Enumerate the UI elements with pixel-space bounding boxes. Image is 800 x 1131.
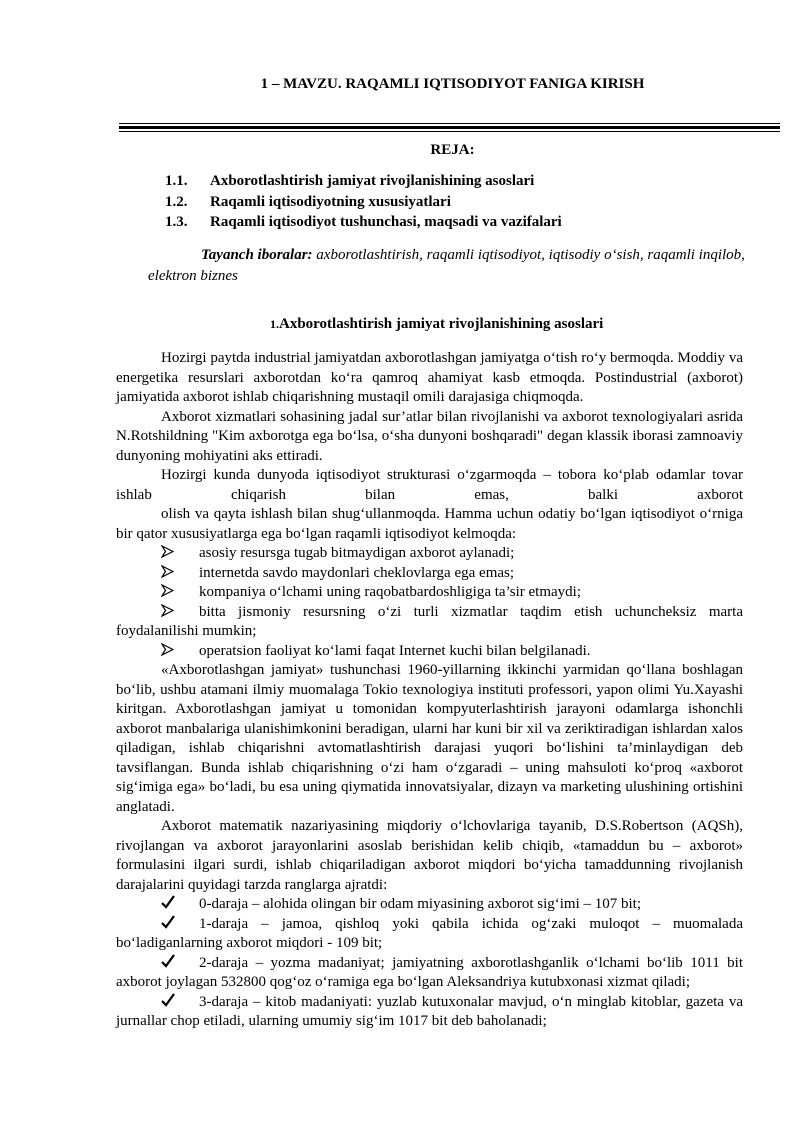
bullet-item — [116, 603, 743, 642]
paragraph: olish va qayta ishlash bilan shug‘ullanmoqda. Hamma uchun odatiy bo‘lgan iqtisodiyot o‘rniga bir qator xususiyatlarga ega bo‘lgan raqamli iqtisodiyot kelmoqda: — [116, 506, 743, 542]
bullet-text: operatsion faoliyat ko‘lami faqat Internet kuchi bilan belgilanadi. — [199, 642, 591, 659]
arrow-bullet-icon — [161, 603, 199, 623]
paragraph: Axborot xizmatlari sohasining jadal sur’atlar bilan rivojlanishi va axborot texnologiyalari asrida N.Rotshildning "Kim axborotga ega bo‘lsa, o‘sha dunyoni boshqaradi" degan klassik iborasi zamnoaviy dunyoning mohiyatini aks ettiradi. — [116, 408, 743, 464]
plan-heading: REJA: — [430, 142, 475, 158]
section-number: 1. — [270, 317, 279, 331]
check-text: 3-daraja – kitob madaniyati: yuzlab kutuxonalar mavjud, o‘n minglab kitoblar, gazeta va jurnallar chop etiladi, ularning umumiy sig‘im 1017 bit deb baholanadi; — [116, 993, 743, 1029]
paragraph: Hozirgi kunda dunyoda iqtisodiyot strukturasi o‘zgarmoqda – tobora ko‘plab odamlar tovar ishlab chiqarish bilan emas, balki axborot — [116, 467, 743, 503]
plan-item-number: 1.1. — [165, 173, 188, 189]
checkmark-icon — [161, 954, 199, 974]
arrow-bullet-icon — [161, 642, 199, 662]
bullet-text: internetda savdo maydonlari cheklovlarga ega emas; — [199, 564, 515, 581]
keywords-paragraph — [148, 245, 748, 287]
plan-item — [165, 212, 765, 233]
plan-item-number: 1.3. — [165, 214, 188, 230]
paragraph: Axborot matematik nazariyasining miqdoriy o‘lchovlariga tayanib, D.S.Robertson (AQSh), rivojlangan va axborot jarayonlarini asoslab berishidan kelib chiqib, «tamaddun bu – axborot» formulasini ilgari surdi, ishlab chiqariladigan axborot miqdori bo‘yicha tamaddunning rivojlanish darajalarini quyidagi tarzda ranglarga ajratdi: — [116, 818, 743, 893]
body-text — [116, 349, 743, 1032]
checkmark-icon — [161, 993, 199, 1013]
bullet-item — [116, 642, 743, 662]
plan-item-text: Raqamli iqtisodiyot tushunchasi, maqsadi va vazifalari — [210, 214, 562, 230]
plan-item — [165, 192, 765, 213]
arrow-bullet-icon — [161, 544, 199, 564]
check-text: 1-daraja – jamoa, qishloq yoki qabila ichida og‘zaki muloqot – muomalada bo‘ladiganlarning axborot miqdori - 109 bit; — [116, 915, 743, 951]
plan-item-number: 1.2. — [165, 193, 188, 210]
bullet-item — [116, 544, 743, 564]
plan-list — [165, 171, 765, 233]
arrow-bullet-icon — [161, 583, 199, 603]
keywords-text: axborotlashtirish, raqamli iqtisodiyot, iqtisodiy o‘sish, raqamli inqilob, elektron biznes — [148, 247, 745, 284]
bullet-text: kompaniya o‘lchami uning raqobatbardoshligiga ta’sir etmaydi; — [199, 584, 581, 600]
check-item — [116, 954, 743, 993]
check-text: 0-daraja – alohida olingan bir odam miyasining axborot sig‘imi – 107 bit; — [199, 896, 642, 912]
arrow-bullet-icon — [161, 564, 199, 584]
section-heading — [270, 314, 603, 334]
plan-item — [165, 171, 765, 192]
checkmark-icon — [161, 915, 199, 935]
bullet-text: asosiy resursga tugab bitmaydigan axborot aylanadi; — [199, 545, 515, 561]
paragraph: Hozirgi paytda industrial jamiyatdan axborotlashgan jamiyatga o‘tish ro‘y bermoqda. Moddiy va energetika resurslari axborotdan ko‘ra qamroq ahamiyat kasb etmoqda. Postindustrial (axborot) jamiyatida axborot ishlab chiqarishning mustaqil omili darajasiga chiqmoqda. — [116, 350, 743, 405]
page-title: 1 – MAVZU. RAQAMLI IQTISODIYOT FANIGA KIRISH — [260, 76, 645, 92]
paragraph: «Axborotlashgan jamiyat» tushunchasi 1960-yillarning ikkinchi yarmidan qo‘llana boshlagan bo‘lib, ushbu atamani ilmiy muomalaga Tokio texnologiya instituti professori, yapon olimi Yu.Xayashi kiritgan. Axborotlashgan jamiyat u tomonidan kompyuterlashtirish jarayoni odamlarga ishonchli axborot manbalariga ulanishimkonini beradigan, ularni har kuni bir xil va zeriktiradigan ishlardan xalos qiladigan, ishlab chiqarishni avtomatlashtirish darajasi yuqori bo‘lishini ta’minlaydigan deb tavsiflangan. Bunda ishlab chiqarishning o‘zi ham o‘zgaradi – uning mahsuloti ko‘proq «axborot sig‘imiga ega» bo‘ladi, bu esa uning qiymatida innovatsiyalar, dizayn va marketing ulushining ortishini anglatadi. — [116, 662, 743, 815]
plan-item-text: Raqamli iqtisodiyotning xususiyatlari — [210, 193, 451, 210]
bullet-item — [116, 564, 743, 584]
keywords-label: Tayanch iboralar: — [201, 247, 313, 263]
check-item — [116, 993, 743, 1032]
check-item — [116, 895, 743, 915]
check-item — [116, 915, 743, 954]
bullet-item — [116, 583, 743, 603]
checkmark-icon — [161, 895, 199, 915]
title-divider — [119, 123, 780, 132]
section-title: Axborotlashtirish jamiyat rivojlanishining asoslari — [279, 316, 604, 332]
check-text: 2-daraja – yozma madaniyat; jamiyatning axborotlashganlik o‘lchami bo‘lib 1011 bit axborot joylagan 532800 qog‘oz o‘ramiga ega bo‘lgan Aleksandriya kutubxonasi xizmat qiladi; — [116, 954, 743, 990]
plan-item-text: Axborotlashtirish jamiyat rivojlanishining asoslari — [210, 173, 535, 189]
bullet-text: bitta jismoniy resursning o‘zi turli xizmatlar taqdim etish uchuncheksiz marta foydalanilishi mumkin; — [116, 603, 743, 639]
